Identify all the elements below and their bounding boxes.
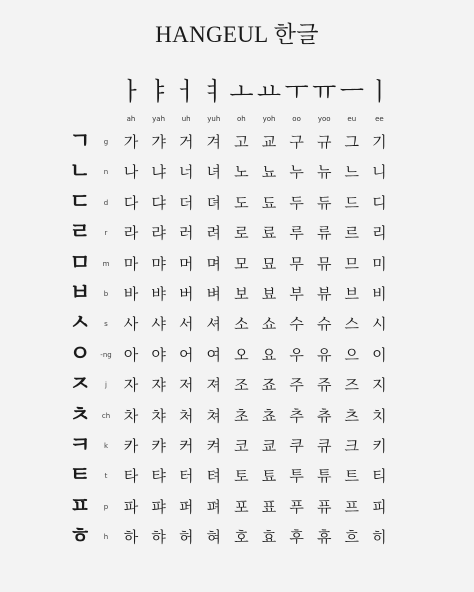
vowel-romanization-oo: oo [292, 115, 301, 123]
syllable-cell: 며 [206, 254, 222, 273]
syllable-cell: 포 [234, 497, 249, 516]
syllable-cell: 누 [289, 163, 304, 182]
vowel-romanization-ah: ah [126, 115, 136, 123]
syllable-cell: 수 [289, 315, 304, 334]
consonant-header-t: ㅌ [69, 463, 91, 489]
syllable-cell: 카 [123, 437, 139, 455]
syllable-cell: 여 [206, 345, 222, 364]
vowel-romanization-uh: uh [181, 115, 191, 123]
vowel-romanization-oh: oh [237, 115, 246, 123]
consonant-header-j: ㅈ [69, 372, 91, 398]
syllable-cell: 샤 [151, 315, 166, 334]
consonant-romanization-g: g [103, 138, 109, 146]
syllable-cell: 다 [123, 193, 139, 212]
syllable-cell: 두 [289, 193, 304, 212]
syllable-cell: 브 [344, 285, 360, 303]
syllable-cell: 호 [234, 528, 249, 547]
syllable-cell: 요 [261, 345, 277, 364]
consonant-header-ch: ㅊ [69, 402, 91, 428]
vowel-header-oh: ㅗ [229, 77, 254, 106]
syllable-cell: 시 [372, 315, 387, 334]
syllable-cell: 휴 [316, 528, 332, 547]
syllable-cell: 챠 [151, 406, 166, 425]
syllable-cell: 쇼 [261, 315, 277, 334]
consonant-romanization-t: t [104, 472, 108, 481]
syllable-cell: 노 [234, 163, 249, 182]
syllable-cell: 추 [289, 406, 304, 425]
syllable-cell: 하 [123, 528, 139, 547]
syllable-cell: 커 [178, 437, 194, 455]
syllable-cell: 푸 [289, 497, 304, 516]
syllable-cell: 우 [289, 345, 304, 364]
vowel-header-ah: ㅏ [118, 77, 144, 106]
syllable-cell: 탸 [151, 467, 166, 486]
syllable-cell: 가 [123, 133, 139, 151]
vowel-header-yuh: ㅕ [201, 77, 226, 106]
syllable-cell: 펴 [206, 497, 222, 516]
syllable-cell: 보 [234, 285, 249, 303]
syllable-cell: 쳐 [206, 406, 222, 425]
syllable-cell: 슈 [316, 315, 332, 334]
vowel-header-ee: ㅣ [367, 77, 392, 106]
syllable-cell: 바 [123, 285, 139, 303]
syllable-cell: 므 [344, 254, 360, 273]
syllable-cell: 후 [289, 528, 304, 547]
vowel-header-yoh: ㅛ [256, 77, 282, 106]
syllable-cell: 벼 [206, 285, 222, 303]
syllable-cell: 러 [178, 224, 194, 243]
syllable-cell: 키 [372, 437, 387, 455]
syllable-cell: 르 [344, 224, 360, 243]
syllable-cell: 리 [372, 224, 387, 243]
syllable-cell: 켜 [206, 437, 222, 455]
syllable-cell: 주 [289, 376, 304, 395]
syllable-cell: 치 [372, 406, 387, 425]
consonant-header-k: ㅋ [69, 433, 91, 458]
syllable-cell: 투 [289, 467, 304, 486]
syllable-cell: 랴 [151, 224, 166, 243]
syllable-cell: 져 [206, 376, 222, 395]
syllable-cell: 드 [344, 193, 360, 212]
consonant-romanization-j: j [105, 381, 107, 390]
syllable-cell: 흐 [344, 528, 360, 547]
vowel-header-oo: ㅜ [284, 77, 309, 106]
syllable-cell: 이 [372, 345, 387, 364]
syllable-cell: 그 [344, 133, 360, 151]
syllable-cell: 허 [178, 528, 194, 547]
vowel-romanization-eu: eu [347, 115, 357, 123]
syllable-cell: 소 [234, 315, 249, 334]
consonant-header-p: ㅍ [69, 493, 91, 519]
syllable-cell: 뇨 [261, 163, 277, 182]
syllable-cell: 냐 [151, 163, 166, 182]
syllable-cell: 교 [261, 133, 277, 151]
syllable-cell: 나 [123, 163, 139, 182]
syllable-cell: 야 [151, 345, 166, 364]
syllable-cell: 버 [178, 285, 194, 303]
syllable-cell: 구 [289, 133, 304, 151]
syllable-cell: 겨 [206, 133, 222, 151]
consonant-header-d: ㄷ [69, 189, 91, 215]
consonant-romanization-ng: -ng [100, 350, 112, 359]
consonant-romanization-s: s [104, 320, 108, 329]
consonant-romanization-m: m [102, 259, 110, 268]
vowel-header-eu: ㅡ [339, 77, 364, 106]
syllable-cell: 묘 [261, 254, 277, 273]
syllable-cell: 료 [261, 224, 277, 243]
syllable-cell: 트 [344, 467, 360, 486]
syllable-cell: 뮤 [316, 254, 332, 273]
syllable-cell: 쥬 [316, 376, 332, 395]
syllable-cell: 뎌 [206, 193, 222, 212]
syllable-cell: 규 [316, 133, 332, 151]
syllable-cell: 니 [372, 163, 387, 182]
consonant-romanization-r: r [104, 229, 108, 238]
syllable-cell: 퍼 [178, 497, 194, 516]
syllable-cell: 머 [178, 254, 194, 273]
syllable-cell: 서 [178, 315, 194, 334]
syllable-cell: 뉴 [316, 163, 332, 182]
consonant-romanization-d: d [103, 198, 109, 207]
syllable-cell: 즈 [344, 376, 360, 395]
syllable-cell: 쵸 [261, 406, 277, 425]
syllable-cell: 파 [123, 497, 139, 516]
consonant-header-h: ㅎ [69, 524, 91, 550]
syllable-cell: 유 [316, 345, 332, 364]
syllable-cell: 디 [372, 193, 387, 212]
vowel-romanization-yoh: yoh [262, 115, 276, 123]
syllable-cell: 히 [372, 528, 387, 547]
syllable-cell: 터 [178, 467, 194, 486]
syllable-cell: 티 [372, 467, 387, 486]
syllable-cell: 뵤 [261, 285, 277, 303]
syllable-cell: 큐 [316, 437, 332, 455]
syllable-cell: 조 [234, 376, 249, 395]
syllable-cell: 캬 [151, 437, 166, 455]
consonant-header-r: ㄹ [69, 220, 91, 246]
syllable-cell: 뱌 [151, 285, 166, 303]
vowel-header-yoo: ㅠ [312, 77, 337, 106]
syllable-cell: 으 [344, 345, 360, 364]
vowel-header-uh: ㅓ [174, 77, 199, 106]
syllable-cell: 초 [234, 406, 249, 425]
vowel-romanization-yuh: yuh [207, 115, 221, 123]
syllable-cell: 먀 [151, 254, 166, 273]
syllable-cell: 류 [316, 224, 332, 243]
syllable-cell: 코 [234, 437, 249, 455]
syllable-cell: 튜 [316, 467, 332, 486]
syllable-cell: 고 [234, 133, 249, 151]
syllable-cell: 툐 [261, 467, 277, 486]
syllable-cell: 햐 [151, 528, 166, 547]
syllable-cell: 아 [123, 345, 139, 364]
syllable-cell: 모 [234, 254, 249, 273]
syllable-cell: 오 [234, 345, 249, 364]
syllable-cell: 타 [123, 467, 139, 486]
syllable-cell: 츠 [344, 406, 360, 425]
syllable-cell: 피 [372, 497, 387, 516]
consonant-header-b: ㅂ [69, 281, 91, 306]
syllable-cell: 스 [344, 315, 360, 334]
syllable-cell: 셔 [206, 315, 222, 334]
syllable-cell: 쿠 [289, 437, 304, 455]
consonant-romanization-k: k [103, 442, 109, 450]
syllable-cell: 사 [123, 315, 139, 334]
syllable-cell: 어 [178, 345, 194, 364]
syllable-cell: 저 [178, 376, 194, 395]
syllable-cell: 자 [123, 376, 139, 395]
syllable-cell: 더 [178, 193, 194, 212]
vowel-romanization-ee: ee [375, 115, 384, 123]
syllable-cell: 효 [261, 528, 277, 547]
syllable-cell: 미 [372, 254, 387, 273]
consonant-romanization-ch: ch [101, 411, 111, 420]
syllable-cell: 너 [178, 163, 194, 182]
consonant-romanization-h: h [103, 533, 109, 542]
consonant-header-n: ㄴ [69, 159, 91, 185]
syllable-cell: 부 [289, 285, 304, 303]
consonant-romanization-p: p [103, 502, 109, 511]
syllable-cell: 비 [372, 285, 387, 303]
syllable-cell: 쿄 [261, 437, 277, 455]
syllable-cell: 토 [234, 467, 249, 486]
syllable-cell: 라 [123, 224, 139, 243]
syllable-cell: 츄 [316, 406, 332, 425]
syllable-cell: 혀 [206, 528, 222, 547]
syllable-cell: 로 [234, 224, 249, 243]
consonant-header-s: ㅅ [69, 311, 91, 337]
syllable-cell: 뷰 [316, 285, 332, 303]
syllable-cell: 처 [178, 406, 194, 425]
vowel-romanization-yoo: yoo [317, 115, 331, 123]
syllable-cell: 차 [123, 406, 139, 425]
syllable-cell: 됴 [261, 193, 277, 212]
vowel-romanization-yah: yah [152, 115, 166, 123]
syllable-cell: 텨 [206, 467, 222, 486]
consonant-romanization-n: n [103, 168, 109, 177]
syllable-cell: 지 [372, 376, 387, 395]
syllable-cell: 크 [344, 437, 360, 455]
syllable-cell: 마 [123, 254, 139, 273]
syllable-cell: 표 [261, 497, 277, 516]
page-title: HANGEUL 한글 [155, 22, 319, 47]
consonant-header-m: ㅁ [69, 250, 91, 276]
syllable-cell: 쟈 [151, 376, 166, 395]
syllable-cell: 기 [372, 133, 387, 151]
syllable-cell: 무 [289, 254, 304, 273]
syllable-cell: 갸 [151, 133, 166, 151]
syllable-cell: 도 [234, 193, 249, 212]
syllable-cell: 퍄 [151, 497, 166, 516]
vowel-header-yah: ㅑ [146, 77, 171, 106]
consonant-header-g: ㄱ [69, 129, 91, 154]
syllable-cell: 죠 [261, 376, 277, 395]
syllable-cell: 댜 [151, 193, 166, 212]
syllable-cell: 거 [178, 133, 194, 151]
syllable-cell: 퓨 [316, 497, 332, 516]
syllable-cell: 프 [344, 497, 360, 516]
syllable-cell: 루 [289, 224, 304, 243]
consonant-header-ng: ㅇ [69, 341, 91, 367]
syllable-cell: 녀 [206, 163, 222, 182]
syllable-cell: 느 [344, 163, 360, 182]
consonant-romanization-b: b [103, 290, 109, 298]
syllable-cell: 듀 [316, 193, 332, 212]
syllable-cell: 려 [206, 224, 222, 243]
